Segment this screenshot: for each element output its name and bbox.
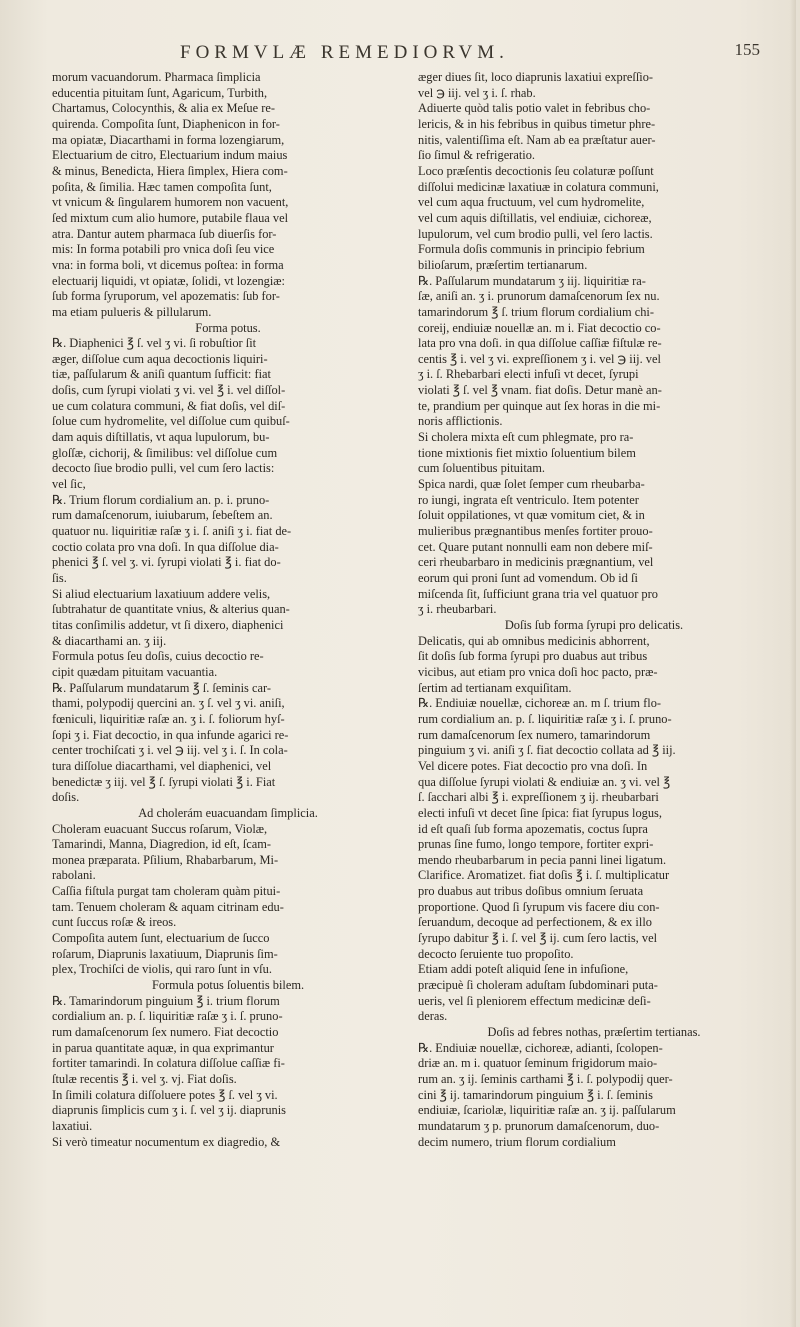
text-line: laxatiui. [52,1118,93,1133]
text-line: lericis, & in his febribus in quibus timetur phre- [418,116,656,131]
text-line: Etiam addi poteſt aliquid ſene in infuſione, [418,962,629,977]
text-line: Tamarindi, Manna, Diagredion, id eſt, ſcam- [52,837,271,852]
text-line: dam aquis diſtillatis, vt aqua lupulorum, bu- [52,430,270,445]
text-line: Formula potus ſoluentis bilem. [151,978,305,993]
text-line: tiæ, paſſularum & aniſi quantum ſufficit: fiat [52,367,271,382]
text-line: Electuarium de citro, Electuarium indum maius [52,148,288,163]
text-line: atra. Dantur autem pharmaca ſub diuerſis for- [52,226,277,241]
text-line: vel cum aqua fructuum, vel cum hydromelite, [418,195,645,210]
text-line: decocto ſeruiente tuo propoſito. [418,946,574,961]
text-line: noris afflictionis. [418,414,503,429]
text-line: tamarindorum ℥ ſ. trium florum cordialium chi- [418,304,654,319]
text-line: ſit doſis ſub forma ſyrupi pro duabus aut tribus [418,649,648,664]
text-line: Caſſia fiſtula purgat tam choleram quàm pitui- [52,884,281,899]
text-line: cet. Quare putant nonnulli eam non debere miſ- [418,539,653,554]
text-line: electi infuſi vt decet ſine ſpica: fiat ſyrupus logus, [418,805,662,820]
text-line: in parua quantitate aquæ, in qua exprimantur [52,1040,274,1055]
text-line: proportione. Quod ſi ſyrupum vis facere diu con- [418,899,660,914]
text-line: Doſis ſub forma ſyrupi pro delicatis. [504,617,684,632]
text-line: diſſolui medicinæ laxatiuæ in colatura communi, [418,179,659,194]
text-line: plex, Trochiſci de violis, qui raro ſunt in vſu. [52,962,272,977]
text-line: vel ſic, [52,477,86,492]
text-line: tione mixtionis fiet mixtio ſoluentium bilem [418,445,636,460]
text-line: rum damaſcenorum ſex numero. Fiat decoctio [52,1025,279,1040]
text-line: Choleram euacuant Succus roſarum, Violæ, [52,821,268,836]
text-line: vt vnicum & ſingularem humorem non vacuent, [52,195,289,210]
text-line: nitis, valentiſſima eſt. Nam ab ea præſtatur auer- [418,132,656,147]
text-line: cum ſoluentibus pituitam. [418,461,545,476]
text-line: mis: In forma potabili pro vnica doſi ſeu vice [52,242,275,257]
text-line: vna: in forma boli, vt dicemus poſtea: in forma [52,257,284,272]
text-line: quatuor nu. liquiritiæ raſæ ʒ i. ſ. aniſi ʒ i. fiat de- [52,524,292,539]
text-line: ℞. Endiuiæ nouellæ, cichoreæ, adianti, ſcolopen- [418,1040,663,1055]
text-line: miſcenda ſit, ſufficiunt grana tria vel quatuor pro [418,586,658,601]
text-line: Vel dicere potes. Fiat decoctio pro vna doſi. In [418,758,648,773]
text-line: electuarij liquidi, vt opiatæ, ſolidi, vt lozengiæ: [52,273,285,288]
text-line: cipit quædam pituitam vacuantia. [52,664,218,679]
text-line: præcipuè ſi choleram aduſtam ſubdominari puta- [418,978,658,993]
text-line: decocto ſiue brodio pulli, vel cum ſero lactis: [52,461,275,476]
text-line: mulieribus prægnantibus menſes fortiter prouo- [418,524,653,539]
text-line: ſoluit oppilationes, vt quæ vomitum ciet, & in [418,508,645,523]
text-line: mendo rheubarbarum in pecia panni linei ligatum. [418,852,667,867]
text-line: Si cholera mixta eſt cum phlegmate, pro ra- [418,430,634,445]
text-line: ſub forma ſyruporum, vel apozematis: ſub for- [52,289,280,304]
text-line: ℞. Paſſularum mundatarum ʒ iij. liquiritiæ ra- [418,273,646,288]
text-line: ſeruandum, decoque ad perfectionem, & ex illo [418,915,652,930]
text-line: ſyrupo dabitur ℥ i. ſ. vel ℥ ij. cum ſero lactis, vel [418,931,658,946]
text-line: ſertim ad tertianam exquiſitam. [418,680,572,695]
text-line: tam. Tenuem choleram & aquam citrinam edu- [52,899,284,914]
text-line: cini ℥ ij. tamarindorum pinguium ℥ i. ſ. ſeminis [418,1087,653,1102]
text-line: decim numero, trium florum cordialium [418,1134,616,1149]
text-line: fortiter tamarindi. In colatura diſſolue caſſiæ fi- [52,1056,285,1071]
text-line: roſarum, Diaprunis laxatiuum, Diaprunis ſim- [52,946,278,961]
text-line: ſtulæ recentis ℥ i. vel ʒ. vj. Fiat doſis. [52,1072,237,1086]
text-line: rum an. ʒ ij. ſeminis carthami ℥ i. ſ. polypodij quer- [418,1072,673,1086]
left-text-column [52,70,404,1150]
text-line: thami, polypodij quercini an. ʒ ſ. vel ʒ vi. aniſi, [52,696,285,711]
text-line: ſubtrahatur de quantitate vnius, & alterius quan- [52,602,290,617]
text-line: monea præparata. Pſilium, Rhabarbarum, Mi- [52,852,279,867]
text-line: In ſimili colatura diſſoluere potes ℥ ſ. vel ʒ vi. [52,1087,278,1102]
right-text-column [418,70,770,1150]
text-line: morum vacuandorum. Pharmaca ſimplicia [52,70,261,84]
text-line: ʒ i. rheubarbari. [418,602,497,617]
text-line: educentia pituitam ſunt, Agaricum, Turbith, [52,85,268,100]
text-line: ro iungi, ingrata eſt ventriculo. Item potenter [418,492,639,507]
text-line: Si aliud electuarium laxatiuum addere velis, [52,586,271,601]
text-line: Doſis ad febres nothas, præſertim tertianas. [487,1025,701,1040]
text-line: gloſſæ, cichorij, & ſimilibus: vel diſſolue cum [52,445,278,460]
text-line: coctio colata pro vna doſi. In qua diſſolue dia- [52,539,279,554]
text-line: tura diſſolue diacarthami, vel diaphenici, vel [52,758,272,773]
page-edge-shadow [790,0,796,1327]
running-title: FORMVLÆ REMEDIORVM. [180,42,509,63]
text-line: ℞. Tamarindorum pinguium ℥ i. trium florum [52,993,280,1008]
text-line: doſis. [52,790,80,805]
text-line: doſis, cum ſyrupi violati ʒ vi. vel ℥ i. vel diſſol- [52,383,286,398]
text-line: ſio ſimul & refrigeratio. [418,148,535,163]
text-line: pinguium ʒ vi. aniſi ʒ ſ. fiat decoctio collata ad ℥ iij. [418,743,676,758]
text-line: benedictæ ʒ iij. vel ℥ ſ. ſyrupi violati ℥ i. Fiat [52,774,276,789]
text-line: ma opiatæ, Diacarthami in forma lozengiarum, [52,132,285,147]
text-line: Formula potus ſeu doſis, cuius decoctio re- [52,649,264,664]
text-line: ℞. Trium florum cordialium an. p. i. pruno- [52,492,270,507]
text-line: rum damaſcenorum, iuiubarum, ſebeſtem an. [52,508,273,523]
text-line: coreij, endiuiæ nouellæ an. m i. Fiat decoctio co- [418,320,661,335]
text-line: ℞. Endiuiæ nouellæ, cichoreæ an. m ſ. trium flo- [418,696,662,711]
text-line: lupulorum, vel cum brodio pulli, vel ſero lactis. [418,226,653,241]
text-line: Adiuerte quòd talis potio valet in febribus cho- [418,101,651,116]
text-line: endiuiæ, ſcariolæ, liquiritiæ raſæ an. ʒ ij. paſſularum [418,1103,676,1118]
text-line: ſis. [52,571,67,585]
text-line: Compoſita autem ſunt, electuarium de ſucco [52,931,270,946]
text-line: Spica nardi, quæ ſolet ſemper cum rheubarba- [418,477,645,492]
text-line: pro duabus aut tribus doſibus omnium ſeruata [418,884,644,899]
text-line: Forma potus. [195,320,261,335]
text-line: rabolani. [52,868,96,883]
text-line: Si verò timeatur nocumentum ex diagredio, & [52,1134,281,1149]
text-line: id eſt quaſi ſub forma apozematis, coctus ſupra [418,821,648,836]
text-line: ſ. ſacchari albi ℥ i. expreſſionem ʒ ij. rheubarbari [418,790,659,805]
text-line: vel ℈ iij. vel ʒ i. ſ. rhab. [418,85,536,100]
text-line: vel cum aquis diſtillatis, vel endiuiæ, cichoreæ, [418,210,652,225]
text-line: fœniculi, liquiritiæ raſæ an. ʒ i. ſ. foliorum hyſ- [52,711,285,726]
text-line: diaprunis ſimplicis cum ʒ i. ſ. vel ʒ ij. diaprunis [52,1103,287,1118]
text-line: te, prandium per quinque aut ſex horas in die mi- [418,398,661,413]
text-line: center trochiſcati ʒ i. vel ℈ iij. vel ʒ i. ſ. In cola- [52,743,288,758]
text-line: Loco præſentis decoctionis ſeu colaturæ poſſunt [418,163,654,178]
text-line: prunas ſine fumo, longo tempore, fortiter expri- [418,837,654,852]
text-line: bilioſarum, præſertim tertianarum. [418,257,588,272]
text-line: Formula doſis communis in principio febrium [418,242,645,257]
text-line: ℞. Diaphenici ℥ ſ. vel ʒ vi. ſi robuſtior ſit [52,336,257,351]
text-line: ma etiam pulueris & pillularum. [52,304,212,319]
text-line: cunt ſuccus roſæ & ireos. [52,915,177,930]
text-line: ſed mixtum cum alio humore, putabile flaua vel [52,210,289,225]
text-line: ℞. Paſſularum mundatarum ℥ ſ. ſeminis car- [52,680,271,695]
text-line: Clarifice. Aromatizet. fiat doſis ℥ i. ſ. multiplicatur [418,868,670,883]
text-line: ſolue cum hydromelite, vel diſſolue cum quibuſ- [52,414,290,429]
text-line: ue cum colatura communi, & fiat doſis, vel diſ- [52,398,286,413]
text-line: phenici ℥ ſ. vel ʒ. vi. ſyrupi violati ℥ i. fiat do- [52,555,281,570]
text-line: rum damaſcenorum ſex numero, tamarindorum [418,727,651,742]
text-line: Ad cholerám euacuandam ſimplicia. [138,805,318,820]
text-line: poſita, & ſimilia. Hæc tamen compoſita ſunt, [52,179,272,194]
page-number: 155 [734,40,760,59]
text-line: vicibus, aut etiam pro vnica doſi hoc pacto, præ- [418,664,658,679]
text-line: centis ℥ i. vel ʒ vi. expreſſionem ʒ i. vel ℈ iij. vel [418,351,661,366]
text-line: rum cordialium an. p. ſ. liquiritiæ raſæ ʒ i. ſ. pruno- [418,711,672,726]
text-line: driæ an. m i. quatuor ſeminum frigidorum maio- [418,1056,658,1071]
text-line: violati ℥ ſ. vel ℥ vnam. fiat doſis. Detur manè an- [418,383,662,398]
text-line: deras. [418,1009,448,1024]
text-line: & minus, Benedicta, Hiera ſimplex, Hiera com- [52,163,288,178]
text-line: ueris, vel ſi pleniorem effectum medicinæ deſi- [418,993,651,1008]
text-line: æger, diſſolue cum aqua decoctionis liquiri- [52,351,268,366]
text-line: ʒ i. ſ. Rhebarbari electi infuſi vt decet, ſyrupi [418,367,639,382]
text-line: mundatarum ʒ p. prunorum damaſcenorum, duo- [418,1118,660,1133]
text-line: ſæ, aniſi an. ʒ i. prunorum damaſcenorum ſex nu. [418,289,660,304]
text-line: eorum qui proni ſunt ad vomendum. Ob id ſi [418,571,638,585]
text-line: ſopi ʒ i. Fiat decoctio, in qua infunde agarici re- [52,727,289,742]
text-line: Delicatis, qui ab omnibus medicinis abhorrent, [418,633,650,648]
text-line: æger diues ſit, loco diaprunis laxatiui expreſſio- [418,70,654,84]
text-line: lata pro vna doſi. in qua diſſolue caſſiæ fiſtulæ re- [418,336,662,351]
text-line: & diacarthami an. ʒ iij. [52,633,167,648]
text-line: titas conſimilis addetur, vt ſi dixero, diaphenici [52,617,284,632]
text-line: quirenda. Compoſita ſunt, Diaphenicon in for- [52,116,280,131]
text-line: ceri rheubarbaro in medicinis prægnantium, vel [418,555,654,570]
text-line: cordialium an. p. ſ. liquiritiæ raſæ ʒ i. ſ. pruno- [52,1009,283,1024]
text-line: qua diſſolue ſyrupi violati & endiuiæ an. ʒ vi. vel ℥ [418,774,671,789]
text-line: Chartamus, Colocynthis, & alia ex Meſue re- [52,101,275,116]
